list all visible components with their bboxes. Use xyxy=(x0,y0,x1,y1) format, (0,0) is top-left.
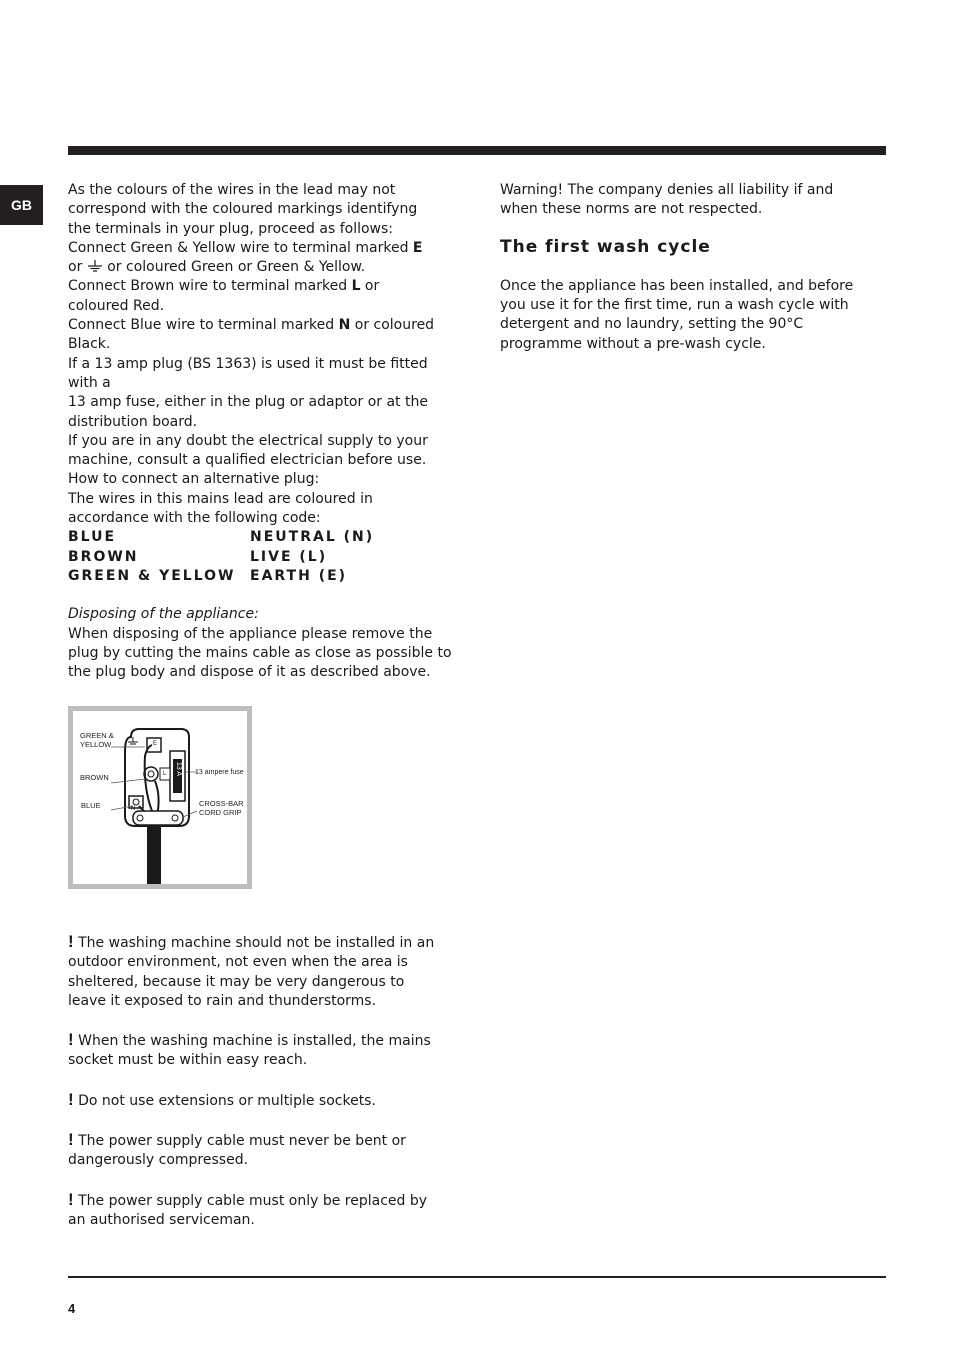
disposal-heading: Disposing of the appliance: xyxy=(68,606,259,623)
green-yellow-label: GREEN & YELLOW xyxy=(80,731,114,749)
fuse-label: 13 ampere fuse xyxy=(195,769,244,776)
warnings-list xyxy=(68,932,460,1249)
terminal-n-label: N xyxy=(131,806,136,812)
section-text-line: programme without a pre-wash cycle. xyxy=(500,335,766,352)
warning-mark-icon: ! xyxy=(68,1130,74,1150)
warning-item: ! When the washing machine is installed, the mains socket must be within easy reach. xyxy=(68,1030,431,1069)
intro-line: correspond with the coloured markings identifyng xyxy=(68,201,418,218)
blue-line-2: Black. xyxy=(68,336,111,353)
terminal-n: N xyxy=(338,317,351,334)
brown-label: BROWN xyxy=(80,773,109,782)
brown-line: Connect Brown wire to terminal marked L or xyxy=(68,278,380,295)
warning-mark-icon: ! xyxy=(68,1030,74,1050)
text-line: machine, consult a qualified electrician before use. xyxy=(68,452,427,469)
text-line: distribution board. xyxy=(68,413,198,430)
text-line: If you are in any doubt the electrical supply to your xyxy=(68,432,428,449)
liability-warning-line: Warning! The company denies all liability if and xyxy=(500,182,834,198)
warning-item: ! The power supply cable must only be replaced by an authorised serviceman. xyxy=(68,1189,428,1228)
text-line: 13 amp fuse, either in the plug or adaptor or at the xyxy=(68,394,428,411)
code-row-green-yellow: GREEN & YELLOW EARTH (E) xyxy=(68,567,348,584)
language-tab: GB xyxy=(0,185,43,225)
terminal-l: L xyxy=(351,278,361,295)
warning-mark-icon: ! xyxy=(68,1189,74,1209)
text-line: How to connect an alternative plug: xyxy=(68,471,320,488)
warning-item: ! The power supply cable must never be bent or dangerously compressed. xyxy=(68,1130,406,1169)
blue-line: Connect Blue wire to terminal marked N or coloured xyxy=(68,317,435,334)
code-row-blue: BLUE NEUTRAL (N) xyxy=(68,529,375,546)
intro-line: As the colours of the wires in the lead may not xyxy=(68,182,396,198)
section-text-line: Once the appliance has been installed, and before xyxy=(500,277,854,294)
text-line: The wires in this mains lead are coloured in xyxy=(68,490,373,507)
page-number: 4 xyxy=(68,1301,76,1316)
blue-label: BLUE xyxy=(81,801,101,810)
section-title: The first wash cycle xyxy=(500,236,711,257)
liability-warning-line: when these norms are not respected. xyxy=(500,201,763,218)
disposal-line: the plug body and dispose of it as described above. xyxy=(68,664,431,681)
section-text-line: detergent and no laundry, setting the 90°C xyxy=(500,316,804,333)
section-text-line: you use it for the first time, run a wash cycle with xyxy=(500,297,849,314)
green-yellow-line-2: or or coloured Green or Green & Yellow. xyxy=(68,259,366,276)
text-line: with a xyxy=(68,374,111,391)
intro-line: the terminals in your plug, proceed as follows: xyxy=(68,220,394,237)
fuse-rating-label: 13 A xyxy=(175,762,182,777)
right-column xyxy=(500,181,886,354)
cord-grip-label: CROSS-BAR CORD GRIP xyxy=(199,799,244,817)
warning-item: ! The washing machine should not be installed in an outdoor environment, not even when the area is sheltered, because it may be very dangerous to leave it exposed to rain and thunderstorms. xyxy=(68,932,435,1009)
warning-mark-icon: ! xyxy=(68,1089,74,1109)
earth-symbol-icon xyxy=(87,260,103,272)
left-column xyxy=(68,181,460,682)
terminal-l-label: L xyxy=(163,771,167,777)
brown-line-2: coloured Red. xyxy=(68,297,165,314)
terminal-e: E xyxy=(412,239,423,256)
disposal-line: When disposing of the appliance please remove the xyxy=(68,625,433,642)
plug-wiring-diagram xyxy=(68,706,252,889)
disposal-line: plug by cutting the mains cable as close as possible to xyxy=(68,644,452,661)
bottom-rule xyxy=(68,1276,886,1278)
text-line: accordance with the following code: xyxy=(68,510,321,527)
warning-mark-icon: ! xyxy=(68,932,74,951)
text-line: If a 13 amp plug (BS 1363) is used it must be fitted xyxy=(68,355,428,372)
warning-item: ! Do not use extensions or multiple sockets. xyxy=(68,1089,376,1109)
top-rule xyxy=(68,146,886,155)
terminal-e-label: E xyxy=(153,741,158,747)
code-row-brown: BROWN LIVE (L) xyxy=(68,548,328,565)
green-yellow-line: Connect Green & Yellow wire to terminal marked E xyxy=(68,239,423,256)
